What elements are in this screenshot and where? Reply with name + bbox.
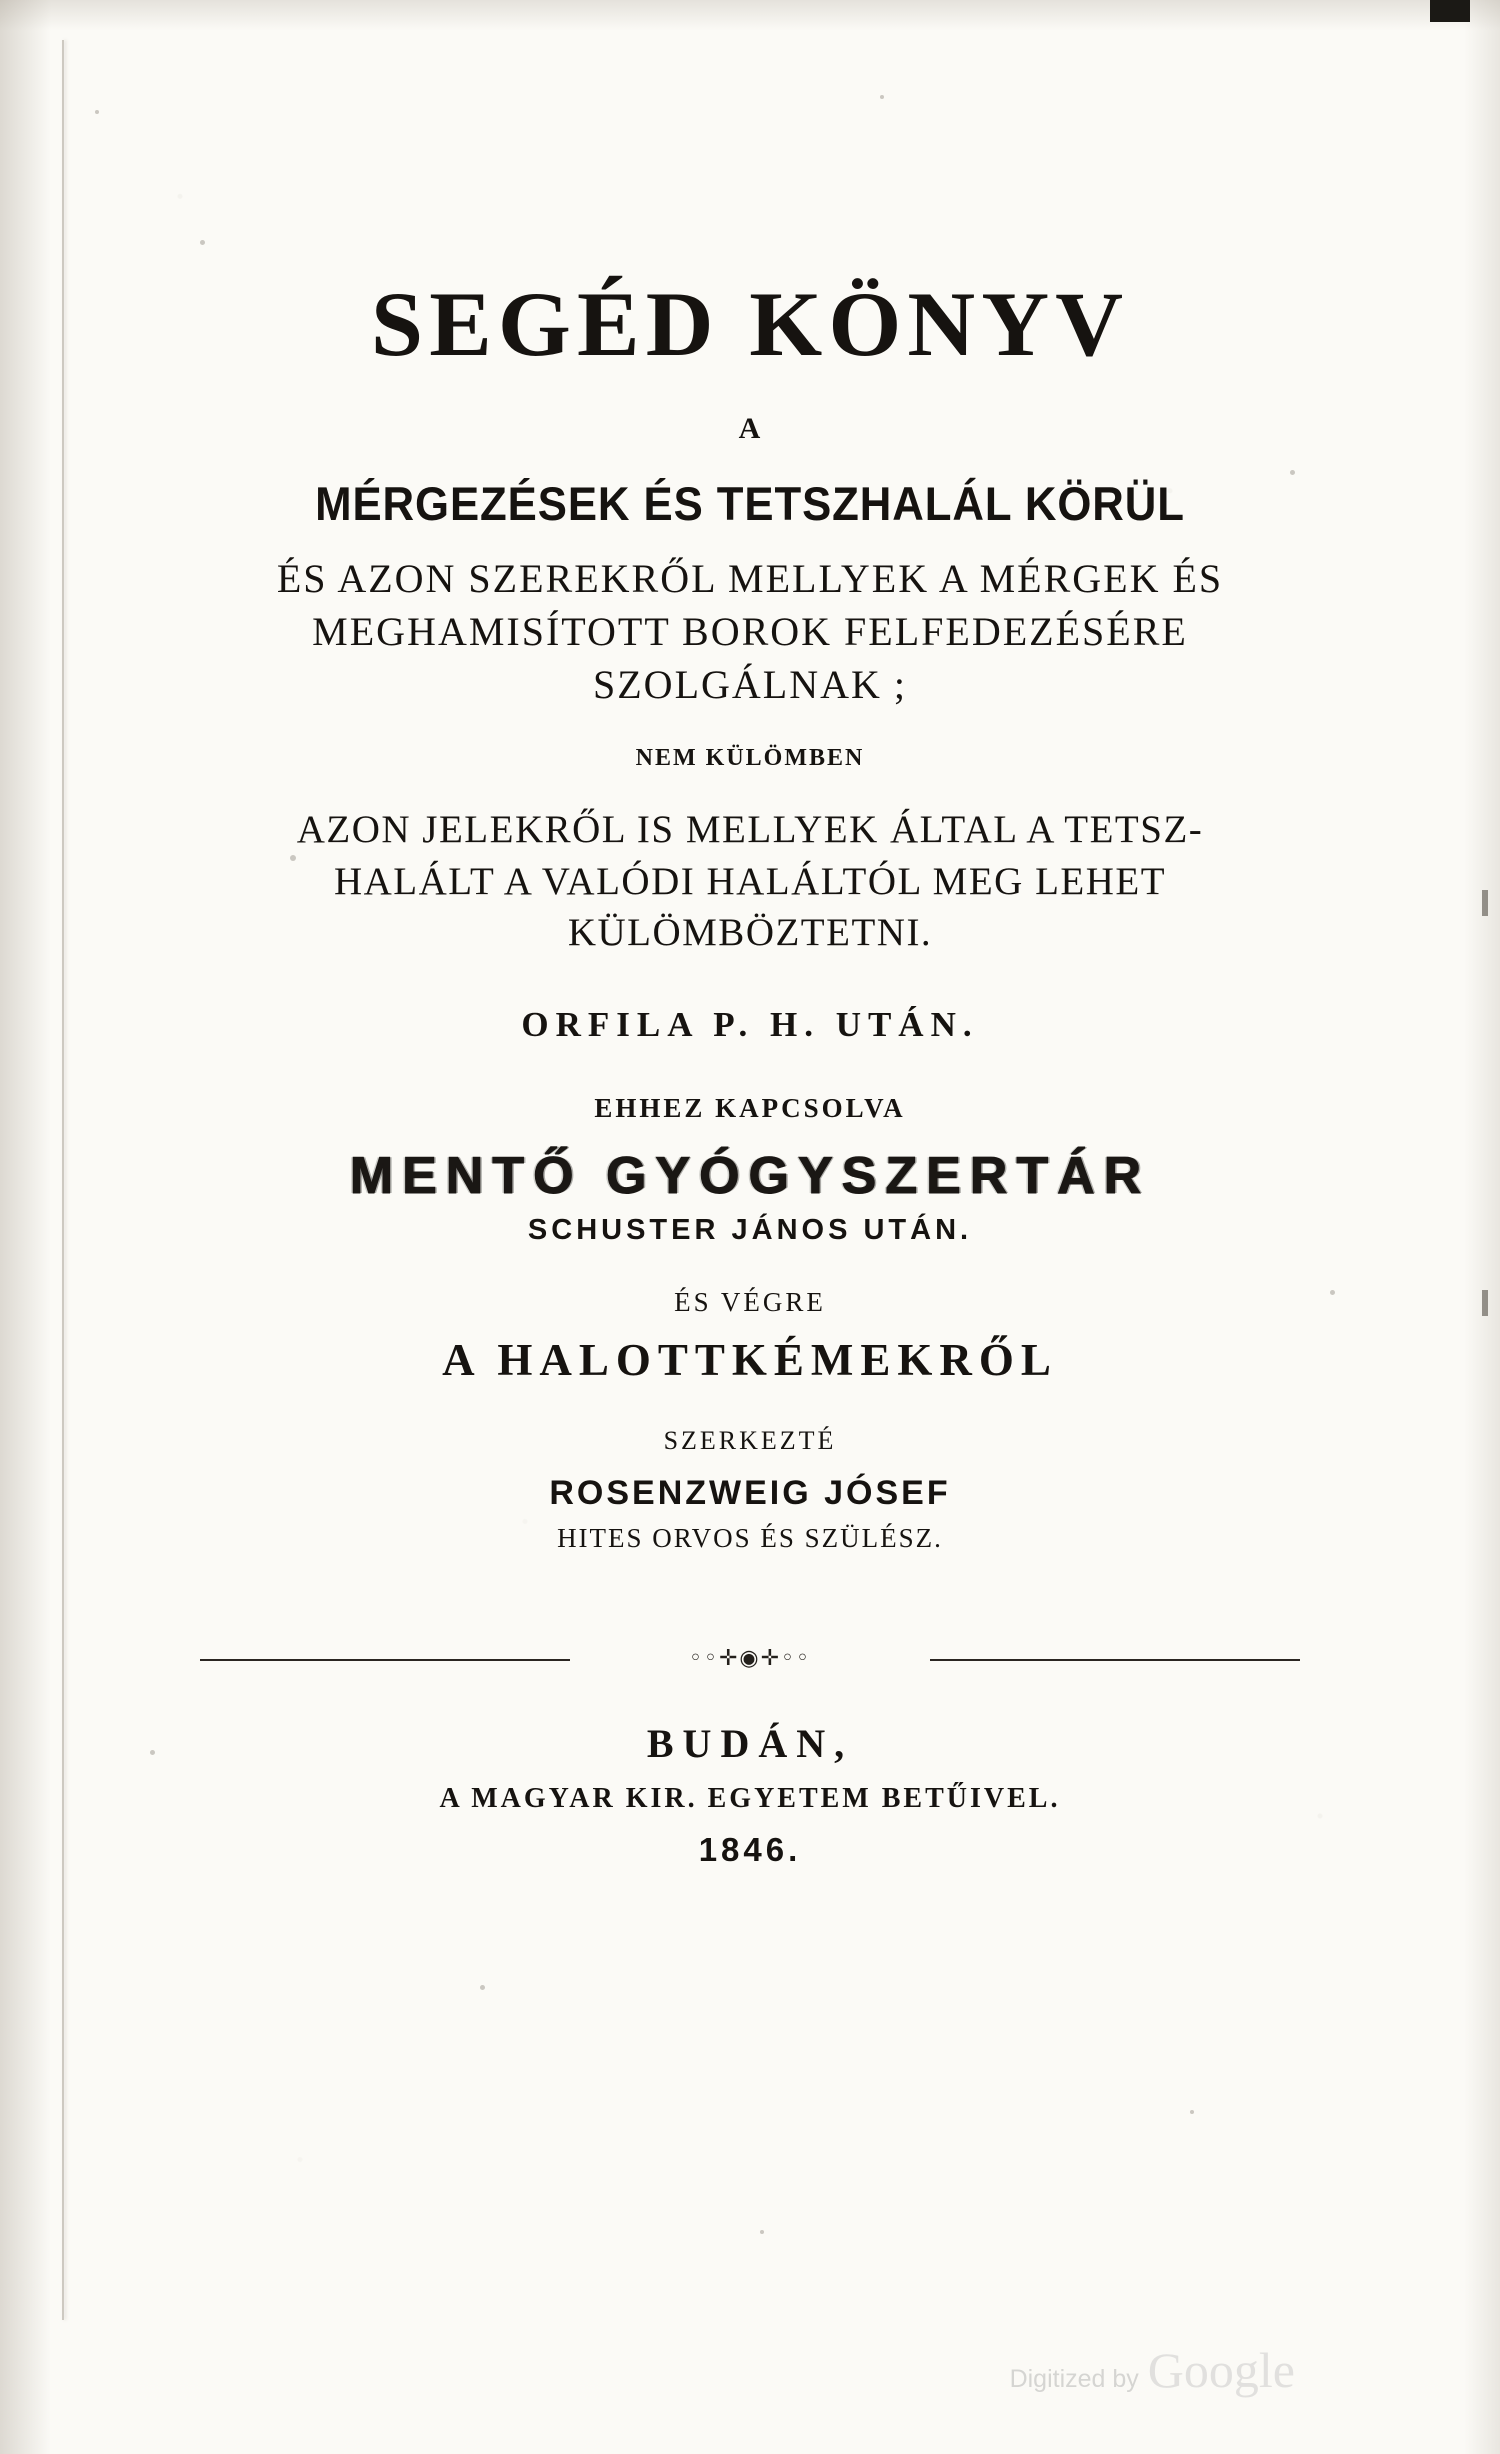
final-section-title: A HALOTTKÉMEKRŐL	[442, 1334, 1058, 1385]
watermark-prefix: Digitized by	[1009, 2365, 1139, 2393]
subtitle-primary: MÉRGEZÉSEK ÉS TETSZHALÁL KÖRÜL	[315, 477, 1185, 530]
nem-kulomben-label: NEM KÜLÖMBEN	[635, 745, 865, 772]
scan-edge-tick	[1482, 890, 1488, 916]
subtitle-secondary-line-1: ÉS AZON SZEREKRŐL MELLYEK A MÉRGEK ÉS	[276, 556, 1224, 601]
editor-name: ROSENZWEIG JÓSEF	[549, 1473, 951, 1512]
book-title: SEGÉD KÖNYV	[370, 273, 1130, 375]
subtitle-secondary	[130, 553, 1370, 711]
subtitle-tertiary-line-3: KÜLÖMBÖZTETNI.	[567, 911, 933, 955]
ornamental-divider	[130, 1646, 1370, 1672]
appendix-author: SCHUSTER JÁNOS UTÁN.	[527, 1213, 973, 1246]
subtitle-tertiary	[130, 804, 1370, 958]
paper-speck	[1190, 2110, 1194, 2114]
ehhez-kapcsolva-label: EHHEZ KAPCSOLVA	[594, 1092, 906, 1123]
es-vegre-label: ÉS VÉGRE	[674, 1286, 826, 1317]
editor-role: HITES ORVOS ÉS SZÜLÉSZ.	[557, 1522, 943, 1553]
divider-line-left	[200, 1659, 570, 1661]
subtitle-tertiary-line-1: AZON JELEKRŐL IS MELLYEK ÁLTAL A TETSZ-	[296, 808, 1204, 852]
editor-label: SZERKEZTÉ	[663, 1425, 837, 1455]
paper-speck	[95, 110, 99, 114]
publication-year: 1846.	[698, 1830, 802, 1868]
divider-line-right	[930, 1659, 1300, 1661]
subtitle-secondary-line-2: MEGHAMISÍTOTT BOROK FELFEDEZÉSÉRE	[312, 608, 1188, 654]
publication-city: BUDÁN,	[646, 1720, 854, 1766]
appendix-title: MENTŐ GYÓGYSZERTÁR	[349, 1146, 1151, 1205]
page-right-shadow	[1460, 0, 1500, 2454]
scan-corner-marker	[1430, 0, 1470, 22]
paper-speck	[760, 2230, 764, 2234]
title-connector-a: A	[738, 412, 762, 445]
title-page-content	[130, 0, 1370, 1869]
publisher-imprint: A MAGYAR KIR. EGYETEM BETŰIVEL.	[439, 1782, 1061, 1814]
subtitle-secondary-line-3: SZOLGÁLNAK ;	[593, 661, 907, 707]
source-author-attribution: ORFILA P. H. UTÁN.	[521, 1004, 979, 1044]
subtitle-tertiary-line-2: HALÁLT A VALÓDI HALÁLTÓL MEG LEHET	[333, 859, 1167, 903]
scan-edge-tick	[1482, 1290, 1488, 1316]
page-binding-line	[62, 40, 64, 2320]
divider-ornament-icon: ◦◦✛◉✛◦◦	[689, 1645, 811, 1671]
google-digitized-watermark	[1010, 2341, 1295, 2399]
paper-speck	[480, 1985, 485, 1990]
watermark-brand: Google	[1147, 2342, 1295, 2398]
page-left-shadow	[0, 0, 60, 2454]
